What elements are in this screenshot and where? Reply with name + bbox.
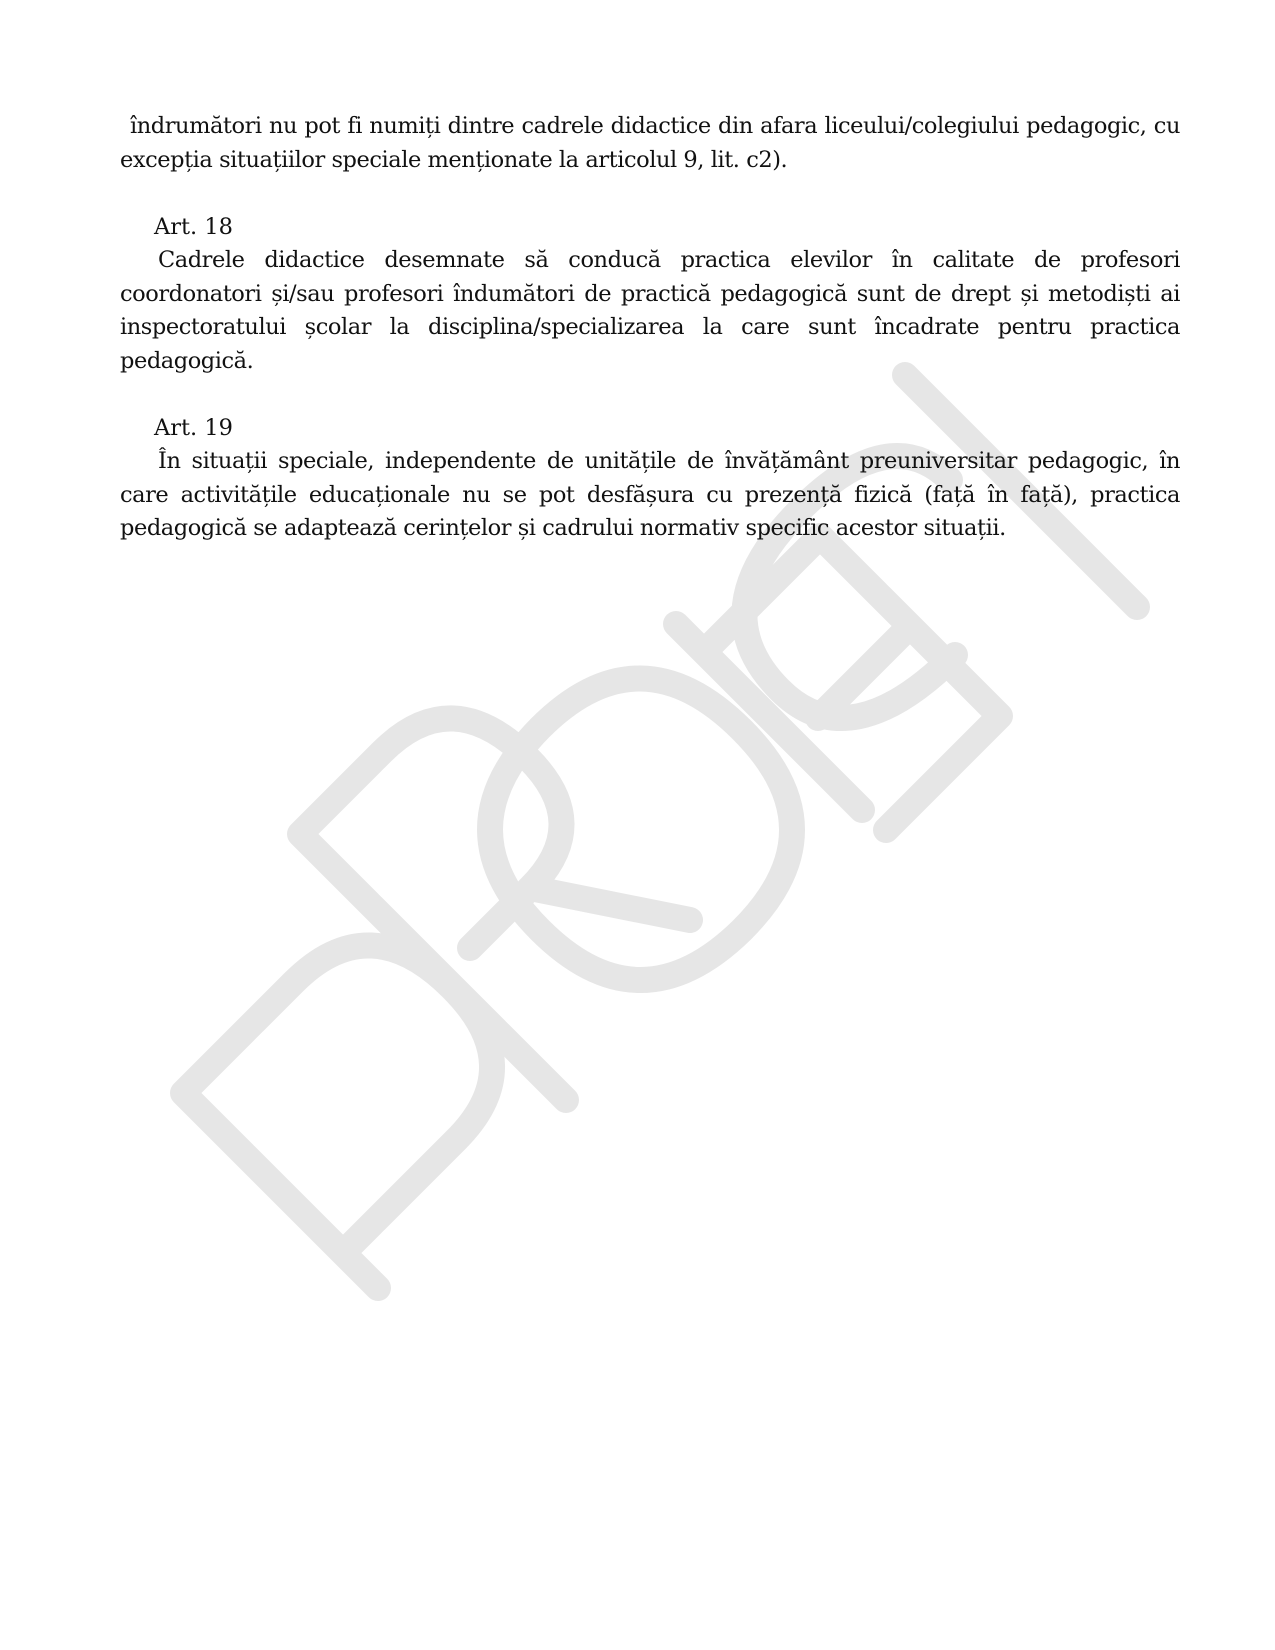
- paragraph-continuation: îndrumători nu pot fi numiți dintre cadrele didactice din afara liceului/colegiului pedagogic, cu excepția situațiilor speciale menționate la articolul 9, lit. c2).: [120, 113, 1180, 173]
- article-text-19: În situații speciale, independente de unitățile de învățământ preuniversitar pedagogic, în care activitățile educaționale nu se pot desfășura cu prezență fizică (față în față), practica pedagogică se adaptează cerințelor și cadrului normativ specific acestor situații.: [120, 448, 1180, 541]
- paragraph-gap: [120, 378, 1180, 412]
- paragraph-gap: [120, 177, 1180, 211]
- document-body: [120, 110, 1180, 546]
- article-text-18: Cadrele didactice desemnate să conducă practica elevilor în calitate de profesori coordonatori și/sau profesori îndumători de practică pedagogică sunt de drept și metodiști ai inspectoratului școlar la disciplina/specializarea la care sunt încadrate pentru practica pedagogică.: [120, 247, 1180, 374]
- article-heading-19: Art. 19: [154, 414, 233, 441]
- watermark-letter-o: [490, 678, 792, 980]
- article-heading-18: Art. 18: [154, 213, 233, 240]
